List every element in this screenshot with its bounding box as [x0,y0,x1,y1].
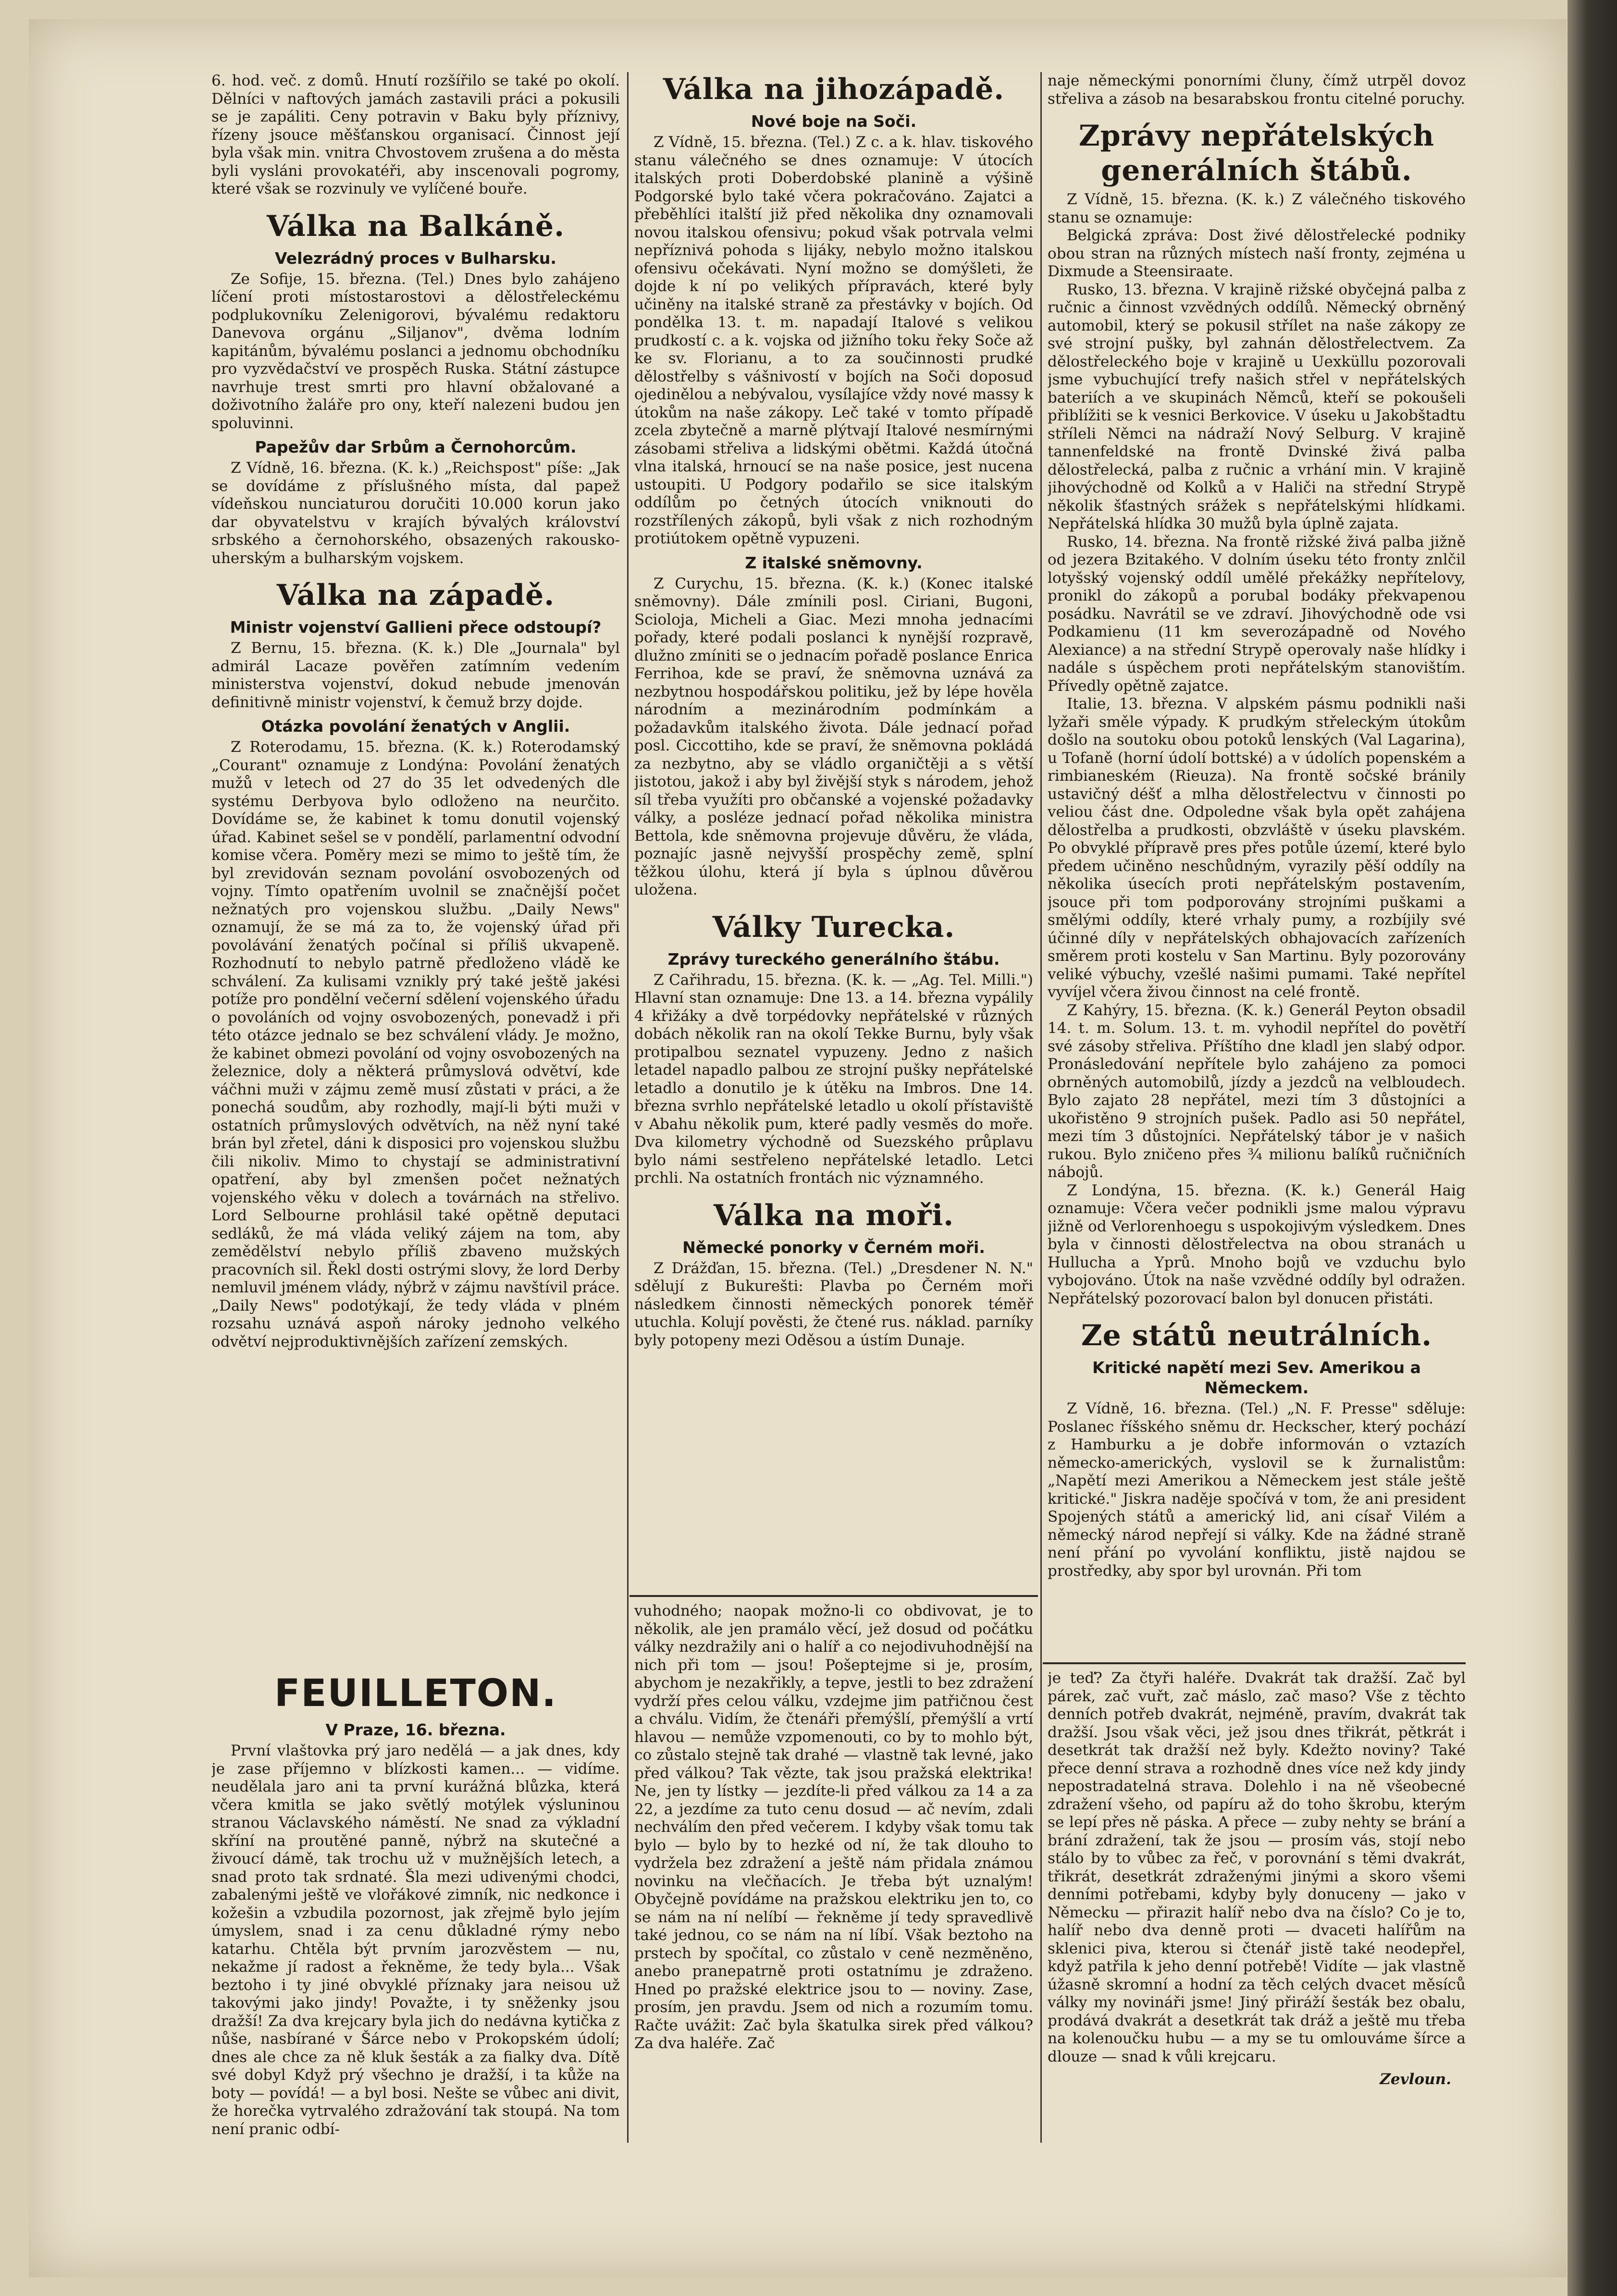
gallieni-subheading: Ministr vojenství Gallieni přece odstoupí? [230,618,602,637]
feuilleton-column-3 [1048,1670,1466,2152]
london-report: Z Londýna, 15. března. (K. k.) Generál Haig oznamuje: Včera večer podnikli jsme malou výpravu jižně od Verlorenhoegu s uspokojivým výsledkem. Dnes byla v činnosti dělostřelectva na obou stranách u Hullucha a Yprů. Mnoho bojů ve vzduchu bylo vybojováno. Útok na naše vzvědné oddíly byl odražen. Nepřátelský pozorovací balon byl donucen přistáti. [1048,1181,1466,1307]
gallieni-text: Z Bernu, 15. března. (K. k.) Dle „Journala" byl admirál Lacaze pověřen zatímním vedením ministerstva vojenství, dokud nebude jmenován definitivně ministr vojenství, k čemuž brzy dojde. [211,639,620,711]
black-sea-subheading: Německé ponorky v Černém moři. [682,1238,985,1257]
column-2 [634,72,1033,1595]
soca-battles-subheading: Nové boje na Soči. [751,112,917,131]
feuilleton-column-rule-1 [627,1600,629,2143]
feuilleton-column-2 [634,1602,1033,2152]
feuilleton-column-1 [211,1672,620,2152]
italian-parliament-text: Z Curychu, 15. března. (K. k.) (Konec italské sněmovny). Dále zmínili posl. Ciriani, Bugoni, Scioloja, Micheli a Giac. Mezi mnoha jednacími pořady, které podali poslanci k nynější rozpravě, dlužno zmíniti se o jednacím pořadě poslance Enrica Ferrihoa, kde se praví, že sněmovna uznává za nezbytnou hospodářskou politiku, jež by lépe hověla národním a mezinárodním podmínkám a požadavkům italského života. Dále jednací pořad posl. Ciccottiho, kde se praví, že sněmovna pokládá za nezbytno, aby se vládlo organičtěji a s větší jistotou, jakož i aby byl živější styk s národem, jehož síl třeba využíti pro občanské a vojenské požadavky války, a posléze jednací pořad několika ministra Bettola, kde sněmovna projevuje důvěru, že vláda, poznajíc jasně nejvyšší prospěchy země, splní těžkou úlohu, která jí byla s úplnou důvěrou uložena. [634,575,1033,898]
england-conscription-text: Z Roterodamu, 15. března. (K. k.) Roterodamský „Courant" oznamuje z Londýna: Povolání ženatých mužů v letech od 27 do 35 let odvedených dle systému Derbyova bylo odloženo na neurčito. Dovídáme se, že kabinet k tomu donutil vojenský úřad. Kabinet sešel se v pondělí, parlamentní odvodní komise včera. Poměry mezi se mimo to ještě tím, že byl zrevidován seznam povolání osvobozených od vojny. Tímto opatřením uvolnil se značnější počet nežnatých pro vojenskou službu. „Daily News" oznamují, že se má za to, že vojenský úřad při povolávání ženatých počínal si příliš ukvapeně. Rozhodnutí to nebylo patrně předloženo vládě ke schválení. Za kulisami vznikly prý také ještě jakési potíže pro pondělní večerní sdělení vojenského úřadu o povoláních od vojny osvobozených, ponevadž i při této otázce jednalo se bez schválení vlády. Je možno, že kabinet obmezi povolání od vojny osvobozených na železnice, doly a některá průmyslová odvětví, kde váčhni muži v zájmu země musí zůstati v práci, a že ponechá soudům, aby rozhodly, mají-li býti muži v ostatních průmyslových odvětvích, na něž nyní také brán byl zřetel, dáni k disposici pro vojenskou službu čili nikoliv. Mimo to chystají se administrativní opatření, aby byl zmenšen počet nežnatých vojenského věku v dolech a továrnách na střelivo. Lord Selbourne prohlásil také opětně deputaci sedláků, že má vláda veliký zájem na tom, aby zemědělství nebylo příliš zbaveno mužských pracovních sil. Řekl dosti ostrými slovy, že lord Derby nemluvil jménem vlády, nýbrž v zájmu navštívil práce. „Daily News" podotýkají, že tedy vláda v plném rozsahu uznává aspoň nároky jednoho velkého odvětví nejproduktivnějších zařízení zemských. [211,738,620,1351]
sea-war-heading: Válka na moři. [713,1198,954,1232]
bessarabia-article-end: naje německými ponorními čluny, čímž utrpěl dovoz střeliva a zásob na besarabskou frontu citelné poruchy. [1048,72,1466,108]
russia-report-13: Rusko, 13. března. V krajině rižské obyčejná palba z ručnic a činnost vzvědných oddílů. Německý obrněný automobil, který se pokusil střílet na naše zákopy ze své strojní pušky, byl zahnán dělostřelectvem. Za dělostřeleckého boje v krajině u Uexküllu pozorovali jsme vybuchující trefy našich střel v nepřátelských bateriích a ve skupinách Němců, kteří se pokoušeli přiblížiti se k vesnici Berkovice. V úseku u Jakobštadtu stříleli Němci na nádraží Nový Selburg. V krajině tannenfeldské na frontě Dvinské živá palba dělostřelecká, palba z ručnic a vrhání min. V krajině jihovýchodně od Kolků a v Haliči na střední Strypě několik šťastných srážek s nepřátelskými hlídkami. Nepřátelská hlídka 30 mužů byla úplně zajata. [1048,281,1466,532]
america-germany-subheading: Kritické napětí mezi Sev. Amerikou a Německem. [1092,1358,1421,1397]
baku-article-end: 6. hod. več. z domů. Hnutí rozšířilo se také po okolí. Dělníci v naftových jamách zastavili práci a pokusili se je zapáliti. Ceny potravin v Baku byly příznivy, řízeny jsouce měšťanskou organisací. Činnost její byla však min. vnitra Chvostovem zrušena a do města byli vysláni provokatéři, aby inscenovali pogromy, které však se rozvinuly ve vylíčené bouře. [211,72,620,197]
feuilleton-signature: Zevloun. [1380,2071,1451,2088]
western-war-heading: Válka na západě. [276,578,555,612]
feuilleton-rule-mid [630,1595,1038,1597]
page-binding-edge [1568,0,1617,2296]
black-sea-text: Z Drážďan, 15. března. (Tel.) „Dresdener N. N." sdělují z Bukurešti: Plavba po Černém moři následkem činnosti německých ponorek téměř utuchla. Kolují pověsti, že čtené rus. náklad. parníky byly potopeny mezi Oděsou a ústím Dunaje. [634,1259,1033,1349]
enemy-staff-reports-heading: Zprávy nepřátelských generálních štábů. [1078,119,1435,187]
column-rule-2 [1040,72,1042,1600]
feuilleton-dateline: V Praze, 16. března. [325,1720,506,1739]
russia-report-14: Rusko, 14. března. Na frontě rižské živá palba jižně od jezera Bzitakého. V dolním úseku této fronty znlčil lotyšský vojenský oddíl umělé překážky nepřítelovy, pronikl do zákopů a porubal bodáky překvapenou posádku. Navrátil se ve zdraví. Jihovýchodně ode vsi Podkamienu (11 km severozápadně od Nového Alexiance) a na střední Strypě operovaly naše hlídky i nadále s úspěchem proti nepřátelským stanovištím. Přívedly opětně zajatce. [1048,533,1466,695]
balkan-war-heading: Válka na Balkáně. [267,209,565,243]
england-conscription-subheading: Otázka povolání ženatých v Anglii. [261,717,570,736]
column-1 [211,72,620,1667]
neutral-states-heading: Ze států neutrálních. [1081,1319,1432,1352]
turkish-staff-subheading: Zprávy tureckého generálního štábu. [667,949,1000,969]
feuilleton-text-2: vuhodného; naopak možno-li co obdivovat, je to několik, ale jen pramálo věcí, jež dosud od počátku války nezdražily ani o halíř a co nejodivuhodnější na nich při tom — jsou! Pošeptejme si je, prosím, abychom je nezakřikly, a tepve, jestli to bez zdražení vydrží přes celou válku, vzdejme jim patřičnou čest a chválu. Vidím, že čtenáři přemýšlí, přemýšlí a vrtí hlavou — nemůže vzpomenouti, co by to mohlo být, co zůstalo stejně tak drahé — vlastně tak levné, jako před válkou? Tak vězte, tak jsou pražská elektrika! Ne, jen ty lístky — jezdíte-li před válkou za 14 a za 22, a jezdíme za tuto cenu dosud — ač nevím, zdali nechválím den před večerem. I kdyby však tomu tak bylo — bylo by to hezké od ní, že tak dlouho to vydržela bez zdražení a ještě nám přidala známou novinku na vlečňacích. Je třeba být uznalým! Obyčejně povídáme na pražskou elektriku jen to, co se nám na ní nelíbí — řekněme jí tedy spravedlivě také jednou, co se nám na ní líbí. Však beztoho na prstech by spočítal, co zůstalo v ceně nezměněno, anebo pranepatrně proti ostatnímu je zdraženo. Hned po pražské elektrice jsou to — noviny. Zase, prosím, jen pravdu. Jsem od nich a rozumím tomu. Račte uvážit: Zač byla škatulka sirek před válkou? Za dva haléře. Zač [634,1602,1033,2052]
bulgaria-trial-text: Ze Sofije, 15. března. (Tel.) Dnes bylo zahájeno líčení proti místostarostovi a dělostřeleckému podplukovníku Zelenigorovi, bývalému redaktoru Danevova orgánu „Siljanov", dvěma lodním kapitánům, bývalému poslanci a jednomu obchodníku pro vyzvědačství ve prospěch Ruska. Státní zástupce navrhuje trest smrti pro hlavní obžalované a doživotního žaláře pro ony, kteří nalezeni budou jen spoluvinni. [211,270,620,432]
soca-battles-text: Z Vídně, 15. března. (Tel.) Z c. a k. hlav. tiskového stanu válečného se dnes oznamuje: V útocích italských proti Doberdobské planině a výšině Podgorské bylo také včera pokračováno. Zajatci a přeběhlíci italští již před několika dny oznamovali novou italskou ofensivu; pokud však potrvala velmi nepříznivá pohoda s lijáky, nebylo možno italskou ofensivu očekávati. Nyní možno se domýšleti, že dojde k ní po velikých přípravách, které byly učiněny na italské straně za přestávky v bojích. Od pondělka 13. t. m. napadají Italové s velikou prudkostí c. a k. vojska od jižního toku řeky Soče až ke sv. Florianu, a to za součinnosti prudké dělostřelby s vášnivostí v bojích na Soči doposud ojedinělou a nebývalou, vysílajíce vždy nové massy k útokům na naše zákopy. Leč také v tomto případě zcela zbytečně a marně plýtvají Italové nesmírnými zásobami střeliva a lidskými obětmi. Každá útočná vlna italská, hrnoucí se na naše posice, jest nucena ustoupiti. U Podgory podařilo se sice italským oddílům po četných útocích vniknouti do rozstřílených zákopů, byli však z nich rozhodným protiútokem opětně vypuzeni. [634,134,1033,547]
feuilleton-column-rule-2 [1040,1600,1042,2143]
america-germany-text: Z Vídně, 16. března. (Tel.) „N. F. Presse" sděluje: Poslanec říšského sněmu dr. Heckscher, který pochází z Hamburku a je dobře informován o vztazích německo-amerických, vyslovil se k žurnalistům: „Napětí mezi Amerikou a Německem jest stále ještě kritické." Jiskra naděje spočívá v tom, že ani president Spojených států a americký lid, ani císař Vilém a německý národ nepřejí si války. Kde na žádné straně není přání po vyvolání konfliktu, jistě najdou se prostředky, aby spor byl urovnán. Při tom [1048,1400,1466,1580]
bulgaria-trial-subheading: Velezrádný proces v Bulharsku. [275,248,556,268]
cairo-report: Z Kahýry, 15. března. (K. k.) Generál Peyton obsadil 14. t. m. Solum. 13. t. m. vyhodil nepřítel do povětří své zásoby střeliva. Příštího dne kladl jen slabý odpor. Pronásledování nepřítele bylo zahájeno za pomoci obrněných automobilů, jízdy a jezdců na velbloudech. Bylo zajato 28 nepřátel, mezi tím 3 důstojníci a ukořistěno 9 strojních pušek. Padlo asi 50 nepřátel, mezi tím 3 důstojníci. Nepřátelský tábor je v našich rukou. Bylo zničeno přes ¾ milionu balíků ručničních nábojů. [1048,1001,1466,1181]
feuilleton-rule-right [1043,1662,1466,1664]
italian-parliament-subheading: Z italské sněmovny. [745,553,923,572]
pope-gift-subheading: Papežův dar Srbům a Černohorcům. [255,438,577,456]
feuilleton-heading: FEUILLETON. [274,1672,557,1715]
column-3 [1048,72,1466,1658]
turkish-wars-heading: Války Turecka. [712,910,955,944]
feuilleton-text-3: je teď? Za čtyři haléře. Dvakrát tak dražší. Zač byl párek, zač vuřt, zač máslo, zač maso? Vše z těchto denních potřeb dvakrát, nejméně, pravím, dvakrát tak dražší. Jsou však věci, jež jsou dnes třikrát, pětkrát i desetkrát tak dražší než byly. Kdežto noviny? Také přece denní strava a rozhodně dnes více než kdy jindy nepostradatelná strava. Dolehlo i na ně všeobecné zdražení všeho, od papíru až do toho škrobu, kterým se lepí přes ně páska. A přece — zuby nehty se brání a brání zdražení, tak že jsou — prosím vás, stojí nebo stálo by to vůbec za řeč, v porovnání s těmi dvakrát, třikrát, desetkrát zdraženými jinými a skoro všemi denními potřebami, kdyby byly donuceny — jako v Německu — přirazit halíř nebo dva na číslo? Co je to, halíř nebo dva denně proti — dvaceti halířům na sklenici piva, kterou si čtenář jistě také neodepřel, když patřila k jeho denní potřebě! Vidíte — jak vlastně úžasně skromní a hodní za těch celých dvacet měsíců války my novináři jsme! Jiný přiráží šesták bez obalu, prodává dvakrát a desetkrát tak dráž a ještě mu třeba na kolenoučku hubu — a my se tu omlouváme šírce a dlouze — snad k vůli krejcaru. [1048,1670,1466,2065]
turkish-staff-text: Z Cařihradu, 15. března. (K. k. — „Ag. Tel. Milli.") Hlavní stan oznamuje: Dne 13. a 14. března vypálily 4 křižáky a dvě torpédovky nepřátelské v různých dobách několik ran na okolí Tekke Burnu, byly však protipalbou seznatel vypuzeny. Jedno z našich letadel napadlo palbou ze strojní pušky nepřátelské letadlo a donutilo je k útěku na Imbros. Dne 14. března svrhlo nepřátelské letadlo u okolí přístaviště v Abahu několik pum, které padly vesměs do moře. Dva kilometry východně od Suezského průplavu bylo námi sestřeleno nepřátelské letadlo. Letci prchli. Na ostatních frontách nic významného. [634,971,1033,1187]
feuilleton-text-1: První vlaštovka prý jaro nedělá — a jak dnes, kdy je zase příjemno v blízkosti kamen... — vidíme. neudělala jaro ani ta první kurážná blůzka, která včera kmitla se jako světlý motýlek výsluninou stranou Václavského náměstí. Ne snad za výkladní skříní na proutěné panně, nýbrž na skutečné a živoucí dámě, tak trochu už v mužnějších letech, a snad proto tak srdnaté. Šla mezi udivenými chodci, zabalenými ještě ve vlořákové zimník, nic nedkonce i kožešin a vzbudila pozornost, jak zřejmě bylo jejím úmyslem, snad i za cenu důkladné rýmy nebo katarhu. Chtěla být prvním jarozvěstem — nu, nekažme jí radost a řekněme, že tedy byla... Však beztoho i ty jiné obvyklé příznaky jara neisou už takovými jako jindy! Považte, i ty sněženky jsou dražší! Za dva krejcary byla jich do nedávna kytička z nůše, nasbírané v Šárce nebo v Prokopském údolí; dnes ale chce za ně kluk šesták a za fialky dva. Dítě své dobyl Když prý všechno je dražší, i ta kůže na boty — povídá! — a byl bosi. Nešte se vůbec ani divit, že horečka vytrvalého zdražování tak stoupá. Na tom není pranic odbí- [211,1742,620,2138]
italy-report: Italie, 13. března. V alpském pásmu podnikli naši lyžaři směle výpady. K prudkým střeleckým útokům došlo na soutoku obou potoků lenských (Val Lagarina), u Tofaně (horní údolí bottské) a v údolích popenském a rimbianeském (Rieuza). Na frontě sočské bránily ustavičný déšť a mlha dělostřelectvu v činnosti po veliou část dne. Odpoledne však byla opět zahájena dělostřelba a prudkosti, obzvláště v úseku plavském. Po obvyklé přípravě pres přes potůle území, které bylo předem učiněno neschůdným, vyrazily pěší oddíly na několika úsecích proti nepřátelským postavením, jsouce při tom podporovány strojními puškami a smělými oddíly, které vrhaly pumy, a rozbíjily své účinné díly v nepřátelských obhajovacích zařízeních směrem proti kostelu v San Martinu. Byly pozorovány veliké výbuchy, vzešlé našimi pumami. Také nepřítel vyvíjel včera živou činnost na celé frontě. [1048,695,1466,1001]
southwest-war-heading: Válka na jihozápadě. [663,73,1005,106]
enemy-reports-intro: Z Vídně, 15. března. (K. k.) Z válečného tiskového stanu se oznamuje: [1048,191,1466,226]
column-rule-1 [627,72,629,1600]
pope-gift-text: Z Vídně, 16. března. (K. k.) „Reichspost" píše: „Jak se dovídáme z příslušného místa, dal papež vídeňskou nunciaturou doručiti 10.000 korun jako dar obyvatelstvu v krajích bývalých království srbského a černohorského, obsazených rakousko-uherským a bulharským vojskem. [211,459,620,567]
belgian-report: Belgická zpráva: Dost živé dělostřelecké podniky obou stran na různých místech naší fronty, zejména u Dixmude a Steensiraate. [1048,227,1466,280]
